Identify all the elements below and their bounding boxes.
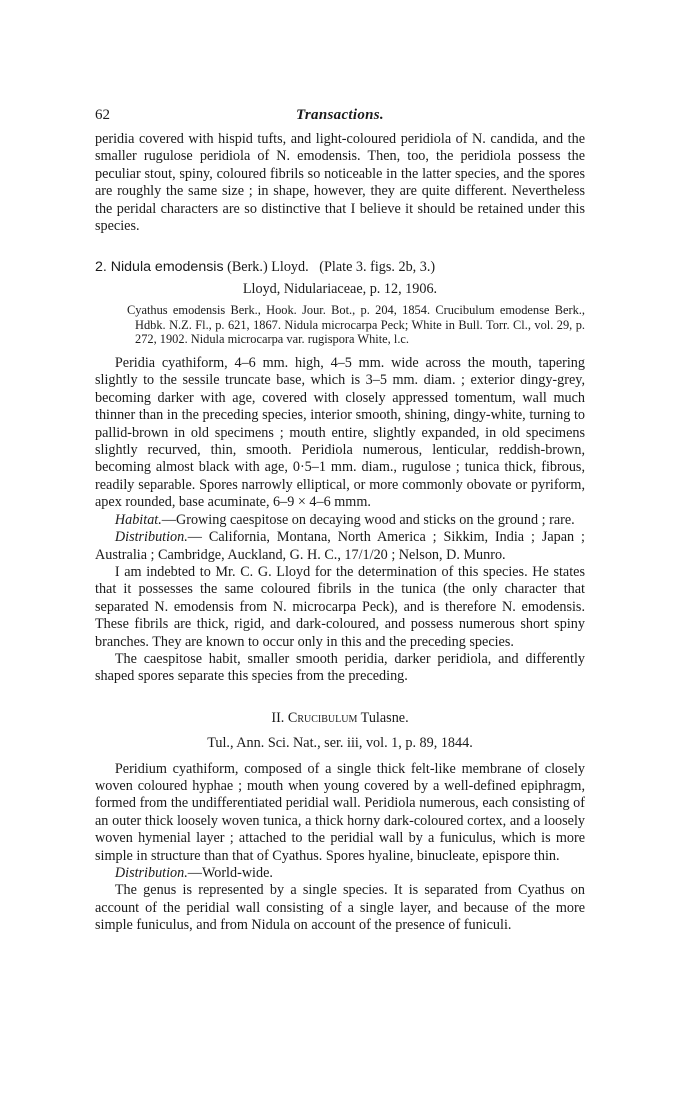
genus-distribution-label: Distribution. xyxy=(114,865,188,881)
page-header xyxy=(95,107,585,127)
genus-distribution xyxy=(95,865,585,882)
page-body xyxy=(95,131,585,935)
species-name: 2. Nidula emodensis xyxy=(95,259,224,276)
genus-reference: Tul., Ann. Sci. Nat., ser. iii, vol. 1, p. 89, 1844. xyxy=(207,735,473,752)
habitat xyxy=(95,512,585,529)
distribution-text: — California, Montana, North America ; Sikkim, India ; Japan ; Australia ; Cambridge, Auckland, G. H. C., 17/1/20 ; Nelson, D. Munro. xyxy=(95,529,585,563)
genus-note: The genus is represented by a single species. It is separated from Cyathus on account of the peridial wall consisting of a single layer, and because of the more simple funiculus, and from Nidula on account of the presence of funiculi. xyxy=(95,882,585,934)
species-heading xyxy=(95,259,585,276)
habitat-label: Habitat. xyxy=(114,511,162,528)
genus-description: Peridium cyathiform, composed of a single thick felt-like membrane of closely woven coloured hyphae ; mouth when young covered by a well-defined epiphragm, formed from the undifferentiated peridial wall. Peridiola numerous, each consisting of an outer thick loosely woven tunica, a thick horny dark-coloured cortex, and a loosely woven hymenial layer ; attached to the peridial wall by a funiculus, which is more simple in structure than that of Cyathus. Spores hyaline, binucleate, epispore thin. xyxy=(95,760,585,864)
genus-heading xyxy=(95,710,585,727)
note-paragraph-2: The caespitose habit, smaller smooth peridia, darker peridiola, and differently shaped spores separate this species from the preceding. xyxy=(95,650,585,685)
distribution xyxy=(95,529,585,564)
species-reference: Lloyd, Nidulariaceae, p. 12, 1906. xyxy=(242,280,438,297)
species-description: Peridia cyathiform, 4–6 mm. high, 4–5 mm. wide across the mouth, tapering slightly to the sessile truncate base, which is 3–5 mm. diam. ; exterior dingy-grey, becoming darker with age, covered with closely appressed tomentum, wall much thinner than in the preceding species, interior smooth, shining, dingy-white, turning to pallid-brown in old specimens ; mouth entire, slightly expanded, in old specimens slightly recurved, thin, smooth. Peridiola numerous, lenticular, reddish-brown, becoming almost black with age, 0·5–1 mm. diam., rugulose ; tunica thick, fibrous, readily separable. Spores narrowly elliptical, or more commonly obovate or pyriform, apex rounded, base acuminate, 6–9 × 4–6 mmm. xyxy=(95,355,585,511)
genus-name: Crucibulum xyxy=(287,709,358,726)
genus-number: II. xyxy=(271,709,285,726)
running-title: Transactions. xyxy=(296,107,384,123)
species-author: (Berk.) Lloyd. xyxy=(227,259,309,276)
intro-paragraph: peridia covered with hispid tufts, and light-coloured peridiola of N. candida, and the smaller rugulose peridiola of N. emodensis. Then, too, the peridiola possess the peculiar stout, spiny, coloured fibrils so noticeable in the latter species, and the spores are roughly the same size ; in shape, however, they are quite different. Nevertheless the peridal characters are so distinctive that I believe it should be retained under this species. xyxy=(95,131,585,235)
page-number: 62 xyxy=(95,107,110,123)
genus-author: Tulasne. xyxy=(360,709,409,726)
species-plate: (Plate 3. figs. 2b, 3.) xyxy=(319,259,436,276)
note-paragraph-1: I am indebted to Mr. C. G. Lloyd for the determination of this species. He states that it possesses the same coloured fibrils in the tunica (the only character that separated N. emodensis from N. microcarpa Peck), and is therefore N. emodensis. These fibrils are thick, rigid, and dark-coloured, and possess numerous short spiny branches. They are known to occur only in this and the preceding species. xyxy=(95,563,585,650)
genus-distribution-text: —World-wide. xyxy=(187,865,273,881)
habitat-text: —Growing caespitose on decaying wood and sticks on the ground ; rare. xyxy=(161,511,575,528)
distribution-label: Distribution. xyxy=(114,529,188,546)
synonymy: Cyathus emodensis Berk., Hook. Jour. Bot., p. 204, 1854. Crucibulum emodense Berk., Hdbk. N.Z. Fl., p. 621, 1867. Nidula microcarpa Peck; White in Bull. Torr. Cl., vol. 29, p. 272, 1902. Nidula microcarpa var. rugispora White, l.c. xyxy=(127,303,585,347)
